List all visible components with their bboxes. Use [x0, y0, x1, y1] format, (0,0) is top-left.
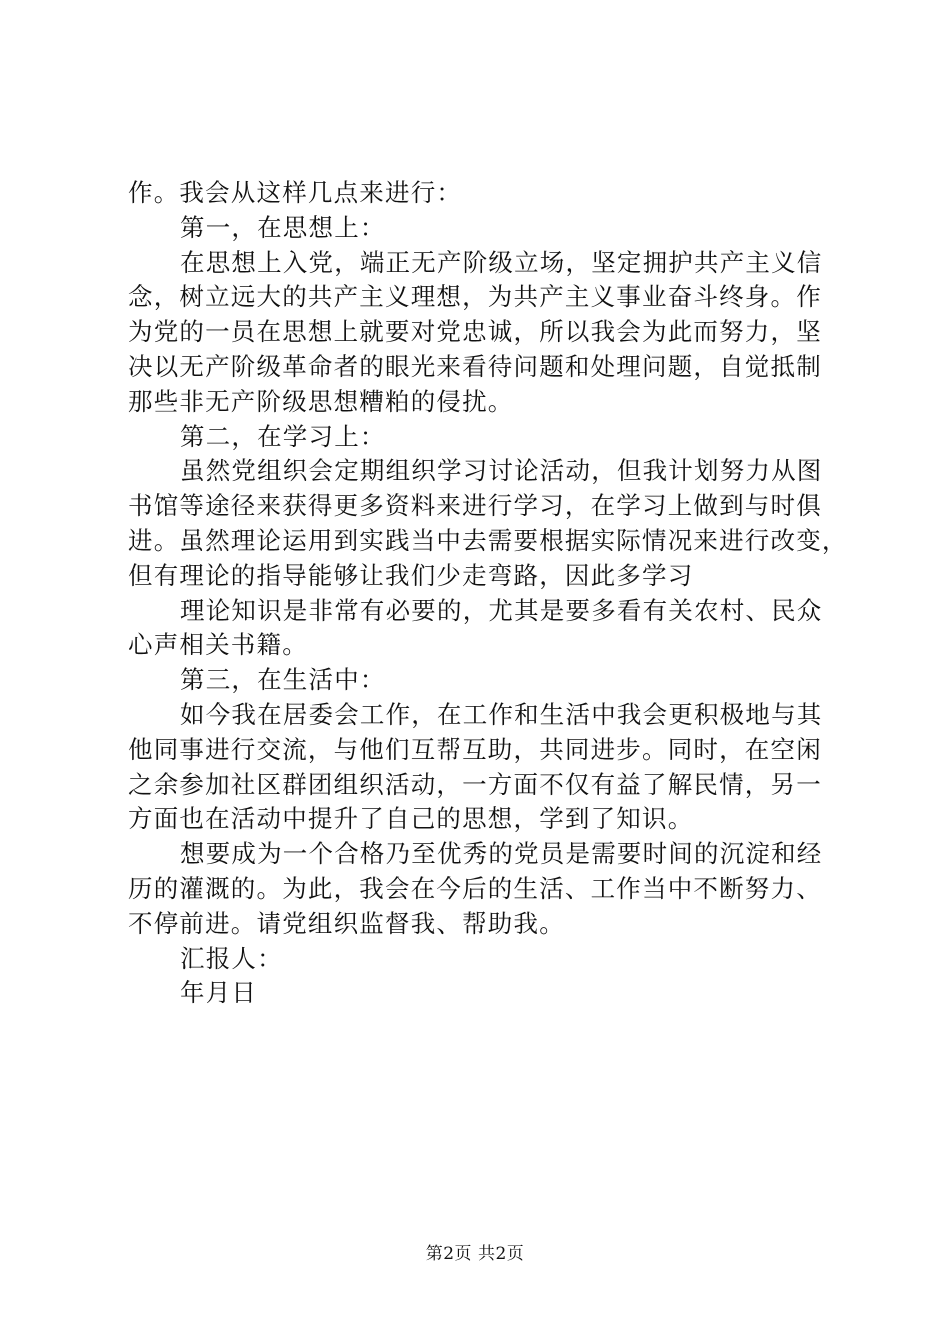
text-line: 决以无产阶级革命者的眼光来看待问题和处理问题，自觉抵制 [128, 351, 822, 381]
text-line: 历的灌溉的。为此，我会在今后的生活、工作当中不断努力、 [128, 873, 822, 903]
text-line: 作。我会从这样几点来进行： [128, 178, 463, 207]
text-line: 为党的一员在思想上就要对党忠诚，所以我会为此而努力，坚 [128, 317, 822, 347]
text-line: 想要成为一个合格乃至优秀的党员是需要时间的沉淀和经 [180, 839, 823, 869]
text-line: 那些非无产阶级思想糟粕的侵扰。 [128, 386, 514, 416]
text-line: 如今我在居委会工作，在工作和生活中我会更积极地与其 [180, 699, 823, 729]
text-line: 第二，在学习上： [180, 421, 386, 451]
document-body [128, 176, 848, 1011]
text-line: 他同事进行交流，与他们互帮互助，共同进步。同时，在空闲 [128, 734, 822, 764]
text-line: 但有理论的指导能够让我们少走弯路，因此多学习 [128, 560, 694, 590]
text-line: 在思想上入党，端正无产阶级立场，坚定拥护共产主义信 [180, 247, 823, 277]
text-line: 虽然党组织会定期组织学习讨论活动，但我计划努力从图 [180, 456, 823, 486]
text-line: 第三，在生活中： [180, 665, 386, 695]
text-line: 汇报人： [180, 943, 283, 973]
text-line: 书馆等途径来获得更多资料来进行学习，在学习上做到与时俱 [128, 491, 822, 521]
text-line: 之余参加社区群团组织活动，一方面不仅有益了解民情，另一 [128, 769, 822, 799]
text-line: 方面也在活动中提升了自己的思想，学到了知识。 [128, 804, 694, 834]
text-line: 不停前进。请党组织监督我、帮助我。 [128, 908, 565, 938]
page-footer: 第2页 共2页 [425, 1244, 525, 1264]
text-line: 第一，在思想上： [180, 212, 386, 242]
text-line: 进。虽然理论运用到实践当中去需要根据实际情况来进行改变， [128, 525, 848, 555]
text-line: 心声相关书籍。 [128, 630, 308, 660]
text-line: 年月日 [180, 978, 258, 1008]
text-line: 理论知识是非常有必要的，尤其是要多看有关农村、民众 [180, 595, 823, 625]
text-line: 念，树立远大的共产主义理想，为共产主义事业奋斗终身。作 [128, 282, 822, 312]
